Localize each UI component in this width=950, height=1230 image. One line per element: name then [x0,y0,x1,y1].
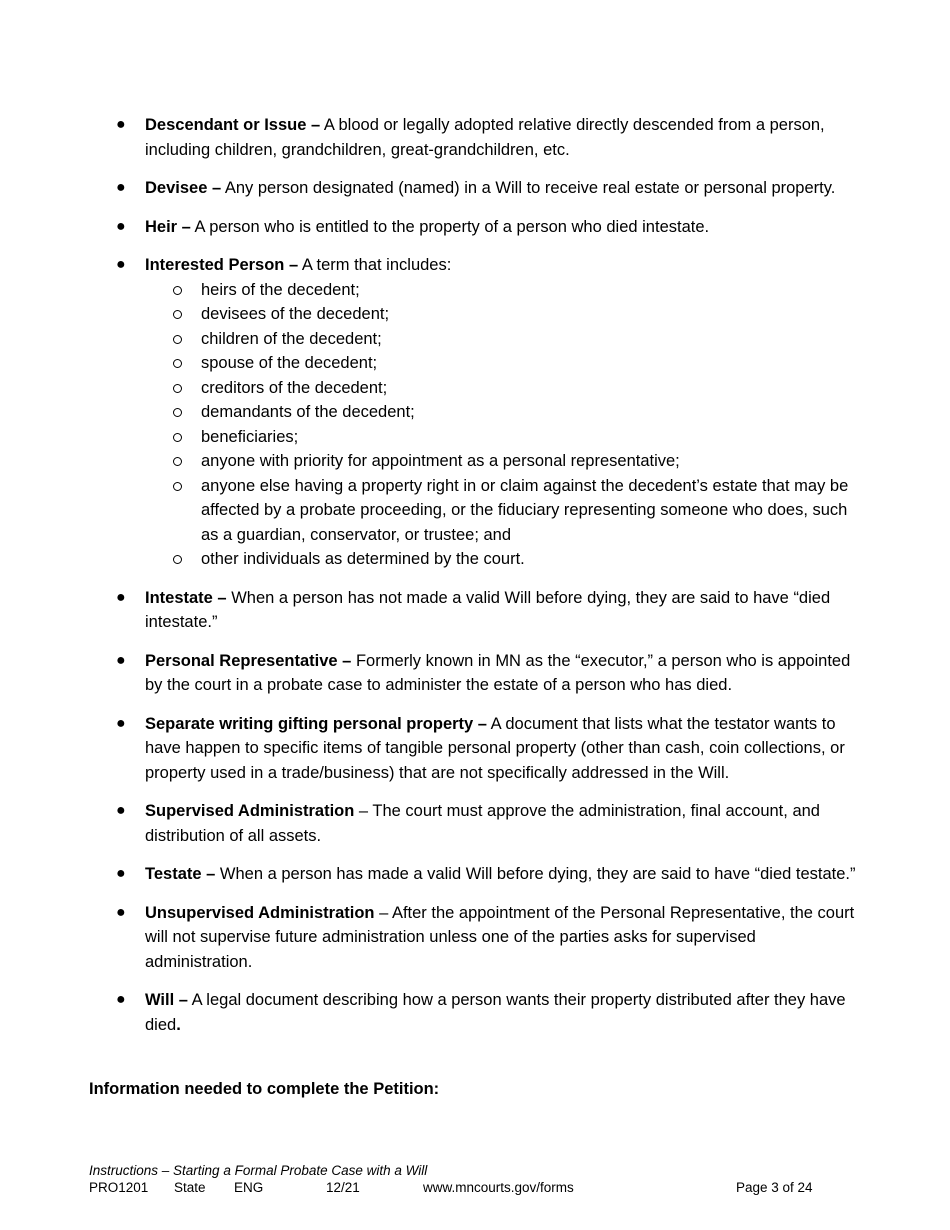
definition-devisee [0,176,950,201]
circle-bullet-icon [173,384,182,393]
sublist-item-text: devisees of the decedent; [201,305,390,323]
sublist-item [145,449,862,474]
definition-text: A term that includes: [298,256,452,274]
definition-text: Any person designated (named) in a Will to receive real estate or personal property. [221,179,836,197]
sublist-item-text: heirs of the decedent; [201,280,360,299]
definition-descendant-or-issue [0,113,950,162]
definition-testate [0,862,950,887]
definition-term: Descendant or Issue – [145,116,321,134]
sublist-item-text: spouse of the decedent; [201,354,378,372]
definition-text: – The court must approve the administration, final account, and distribution of all assets. [145,802,820,845]
sublist-item-text: anyone else having a property right in or claim against the decedent’s estate that may be affected by a probate proceeding, or the fiduciary representing someone who does, such as a guardian, conservator, or trustee; and [201,476,849,544]
bullet-icon: ● [116,903,126,921]
circle-bullet-icon [173,335,182,344]
definition-text: When a person has made a valid Will before dying, they are said to have “died testate.” [215,865,856,883]
definition-text: A person who is entitled to the property of a person who died intestate. [190,217,710,236]
sublist-item-text: other individuals as determined by the court. [201,550,525,568]
definition-term: Heir – [145,217,191,236]
sublist-item [145,400,862,425]
footer-info-row [89,1179,869,1196]
sublist-item [145,302,862,327]
definition-will [0,988,950,1037]
definition-intestate [0,586,950,635]
sublist-item [145,425,862,450]
sublist-item [145,547,862,572]
definition-text: Formerly known in MN as the “executor,” a person who is appointed by the court in a probate case to administer the estate of a person who has died. [145,651,851,694]
definition-text: When a person has not made a valid Will before dying, they are said to have “died intestate.” [145,588,831,631]
definitions-list [0,113,950,1051]
sublist-item [145,327,862,352]
sublist-item [145,474,862,548]
circle-bullet-icon [173,359,182,368]
circle-bullet-icon [173,310,182,319]
definition-trailing-period: . [176,1015,181,1034]
circle-bullet-icon [173,482,182,491]
bullet-icon: ● [116,714,126,732]
definition-interested-person [0,253,950,572]
sublist-item-text: demandants of the decedent; [201,403,415,421]
sublist-item-text: children of the decedent; [201,329,382,348]
definition-text: A legal document describing how a person wants their property distributed after they have died [145,991,846,1034]
definition-text: A blood or legally adopted relative directly descended from a person, including children, grandchildren, great-grandchildren, etc. [145,116,825,159]
definition-unsupervised-administration [0,901,950,975]
footer-language: ENG [234,1180,264,1195]
bullet-icon: ● [116,256,126,273]
definition-term: Intestate – [145,588,227,607]
bullet-icon: ● [116,802,126,819]
footer-jurisdiction: State [174,1180,206,1195]
page-footer [89,1162,869,1196]
bullet-icon: ● [116,865,126,882]
sublist-item-text: creditors of the decedent; [201,378,388,397]
circle-bullet-icon [173,433,182,442]
bullet-icon: ● [116,991,126,1008]
definition-heir [0,215,950,240]
sublist-item-text: anyone with priority for appointment as a personal representative; [201,452,680,470]
definition-term: Personal Representative – [145,651,352,670]
definition-term: Supervised Administration [145,802,355,820]
circle-bullet-icon [173,457,182,466]
section-heading: Information needed to complete the Petition: [89,1080,440,1098]
definition-supervised-administration [0,799,950,848]
bullet-icon: ● [116,217,126,235]
footer-title: Instructions – Starting a Formal Probate Case with a Will [89,1163,428,1178]
sublist-item [145,376,862,401]
interested-person-sublist [145,278,862,572]
bullet-icon: ● [116,588,126,606]
definition-term: Separate writing gifting personal property – [145,714,487,733]
definition-text: – After the appointment of the Personal Representative, the court will not supervise future administration unless one of the parties asks for supervised administration. [145,903,855,971]
circle-bullet-icon [173,286,182,295]
footer-revision-date: 12/21 [326,1180,360,1195]
definition-text: A document that lists what the testator wants to have happen to specific items of tangible personal property (other than cash, coin collections, or property used in a trade/business) that are not specifically addressed in the Will. [145,714,845,782]
sublist-item [145,351,862,376]
footer-form-code: PRO1201 [89,1180,149,1195]
definition-personal-representative [0,649,950,698]
footer-url: www.mncourts.gov/forms [423,1180,574,1195]
bullet-icon: ● [116,116,126,133]
definition-term: Testate – [145,865,216,883]
definition-separate-writing [0,712,950,786]
footer-page-number: Page 3 of 24 [736,1180,813,1195]
definition-term: Interested Person – [145,256,299,274]
definition-term: Unsupervised Administration [145,903,375,922]
bullet-icon: ● [116,651,126,669]
definition-term: Will – [145,991,188,1009]
bullet-icon: ● [116,179,126,196]
sublist-item-text: beneficiaries; [201,427,299,446]
circle-bullet-icon [173,555,182,564]
sublist-item [145,278,862,303]
circle-bullet-icon [173,408,182,417]
definition-term: Devisee – [145,179,222,197]
